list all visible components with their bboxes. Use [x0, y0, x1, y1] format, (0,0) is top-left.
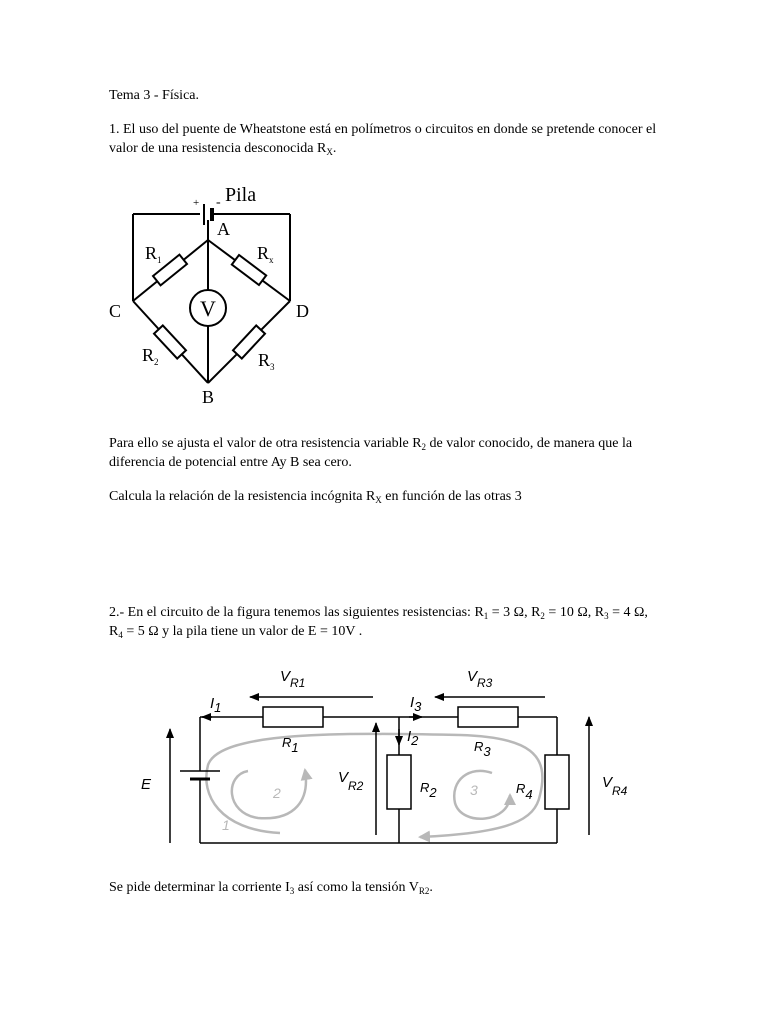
rx-label: $R_x$	[257, 243, 274, 265]
problem1-question: Calcula la relación de la resistencia incógnita $R_X$ en función de las otras 3	[109, 489, 522, 505]
resistor-r1	[263, 707, 323, 727]
loop-2-label: 2	[273, 785, 281, 801]
voltmeter-label: V	[200, 296, 216, 321]
page-title: Tema 3 - Física.	[109, 88, 199, 103]
e-label: E	[141, 776, 152, 793]
battery-symbol	[180, 771, 220, 779]
r1-label: R1	[282, 735, 299, 755]
vr4-label: $V_{R4}$	[602, 774, 628, 798]
i3-label: I3	[410, 694, 422, 714]
loop-3-label: 3	[470, 782, 478, 798]
vr2-label: $V_{R2}$	[338, 769, 364, 793]
circuit-diagram	[130, 655, 640, 860]
resistor-r2	[387, 755, 411, 809]
i1-label: I1	[210, 695, 222, 715]
wheatstone-bridge-diagram	[100, 178, 330, 413]
problem2-statement: 2.- En el circuito de la figura tenemos las siguientes resistencias: $R_1 = 3$ Ω, $R_2 = 10$ Ω, $R_3 = 4$ Ω, $R_4 = 5$ Ω y la pila tiene un valor de E = 10V .	[109, 605, 648, 640]
node-a-label: A	[217, 219, 230, 239]
problem2-question: Se pide determinar la corriente $I_3$ así como la tensión $V_{R2}$.	[109, 880, 433, 896]
loop-1-arrow	[206, 734, 542, 837]
battery-label: Pila	[225, 184, 257, 206]
battery-plus-label: +	[193, 197, 200, 209]
r2-label: $R_2$	[142, 345, 159, 367]
r2-label: R2	[420, 780, 437, 800]
vr3-label: $V_{R3}$	[467, 668, 493, 690]
r3-label: $R_3$	[258, 350, 275, 372]
resistor-r2	[154, 325, 186, 358]
node-c-label: C	[109, 301, 122, 321]
r4-label: R4	[516, 781, 533, 802]
resistor-r3	[458, 707, 518, 727]
problem1-intro: 1. El uso del puente de Wheatstone está en polímetros o circuitos en donde se pretende conocer el valor de una resistencia desconocida $R_X$.	[109, 122, 657, 157]
node-b-label: B	[202, 387, 215, 407]
resistor-r4	[545, 755, 569, 809]
battery-minus-label: -	[216, 195, 221, 210]
node-d-label: D	[296, 301, 309, 321]
vr1-label: $V_{R1}$	[280, 668, 306, 690]
problem1-para2: Para ello se ajusta el valor de otra resistencia variable $R_2$ de valor conocido, de manera que la diferencia de potencial entre Ay B sea cero.	[109, 436, 633, 470]
r3-label: R3	[474, 739, 491, 759]
loop-1-label: 1	[222, 817, 230, 833]
loop-2-arrow	[232, 770, 306, 818]
r1-label: $R_1$	[145, 243, 162, 265]
loop-3-arrow	[454, 771, 510, 819]
i2-label: I2	[407, 728, 419, 748]
